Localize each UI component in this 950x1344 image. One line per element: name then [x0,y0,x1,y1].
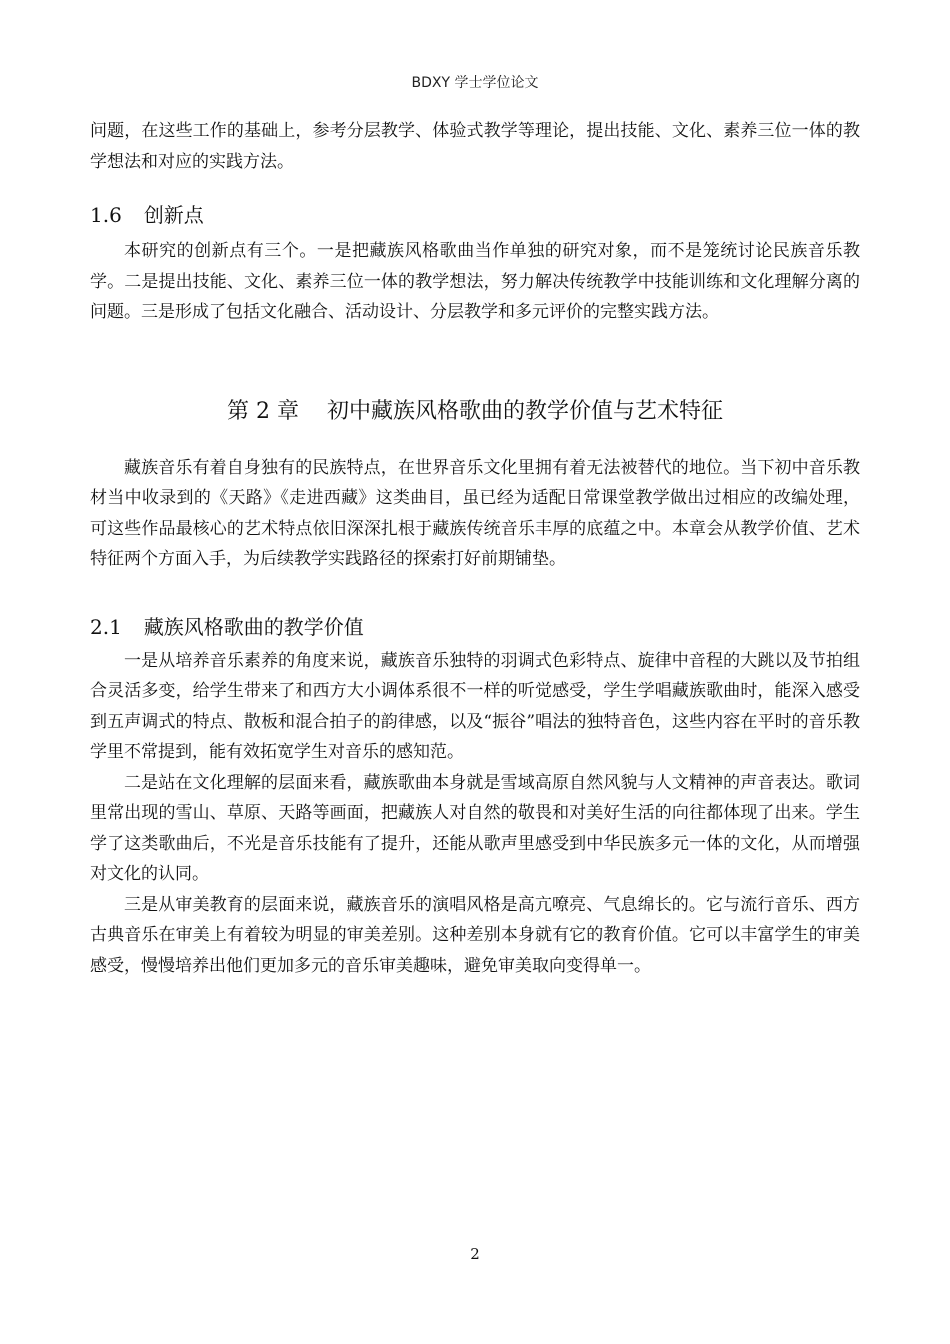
section-2-1-paragraph: 二是站在文化理解的层面来看，藏族歌曲本身就是雪域高原自然风貌与人文精神的声音表达。歌词里常出现的雪山、草原、天路等画面，把藏族人对自然的敬畏和对美好生活的向往都体现了出来。学生学了这类歌曲后，不光是音乐技能有了提升，还能从歌声里感受到中华民族多元一体的文化，从而增强对文化的认同。 [90,772,860,884]
section-2-1-paragraph: 三是从审美教育的层面来说，藏族音乐的演唱风格是高亢嘹亮、气息绵长的。它与流行音乐、西方古典音乐在审美上有着较为明显的审美差别。这种差别本身就有它的教育价值。它可以丰富学生的审美感受，慢慢培养出他们更加多元的音乐审美趣味，避免审美取向变得单一。 [90,894,860,976]
chapter-heading [90,394,860,425]
page-body [90,116,860,981]
section-1-6-paragraph: 本研究的创新点有三个。一是把藏族风格歌曲当作单独的研究对象，而不是笼统讨论民族音乐教学。二是提出技能、文化、素养三位一体的教学想法，努力解决传统教学中技能训练和文化理解分离的问题。三是形成了包括文化融合、活动设计、分层教学和多元评价的完整实践方法。 [90,241,860,322]
section-title: 创新点 [143,203,204,227]
page-number: 2 [470,1245,480,1263]
section-title: 藏族风格歌曲的教学价值 [143,614,364,639]
section-heading-1-6 [90,199,860,228]
chapter-intro-paragraph: 藏族音乐有着自身独有的民族特点，在世界音乐文化里拥有着无法被替代的地位。当下初中音乐教材当中收录到的《天路》《走进西藏》这类曲目，虽已经为适配日常课堂教学做出过相应的改编处理，可这些作品最核心的艺术特点依旧深深扎根于藏族传统音乐丰厚的底蕴之中。本章会从教学价值、艺术特征两个方面入手，为后续教学实践路径的探索打好前期铺垫。 [90,457,860,569]
section-heading-2-1 [90,611,860,640]
chapter-title: 初中藏族风格歌曲的教学价值与艺术特征 [326,398,723,424]
chapter-number: 第 2 章 [227,398,299,424]
intro-paragraph: 问题，在这些工作的基础上，参考分层教学、体验式教学等理论，提出技能、文化、素养三位一体的教学想法和对应的实践方法。 [90,121,860,172]
section-number: 1.6 [90,203,122,227]
running-header: BDXY 学士学位论文 [411,75,539,91]
section-number: 2.1 [90,614,122,639]
section-2-1-paragraph: 一是从培养音乐素养的角度来说，藏族音乐独特的羽调式色彩特点、旋律中音程的大跳以及节拍组合灵活多变，给学生带来了和西方大小调体系很不一样的听觉感受，学生学唱藏族歌曲时，能深入感受到五声调式的特点、散板和混合拍子的韵律感，以及“振谷”唱法的独特音色，这些内容在平时的音乐教学里不常提到，能有效拓宽学生对音乐的感知范。 [90,650,860,762]
